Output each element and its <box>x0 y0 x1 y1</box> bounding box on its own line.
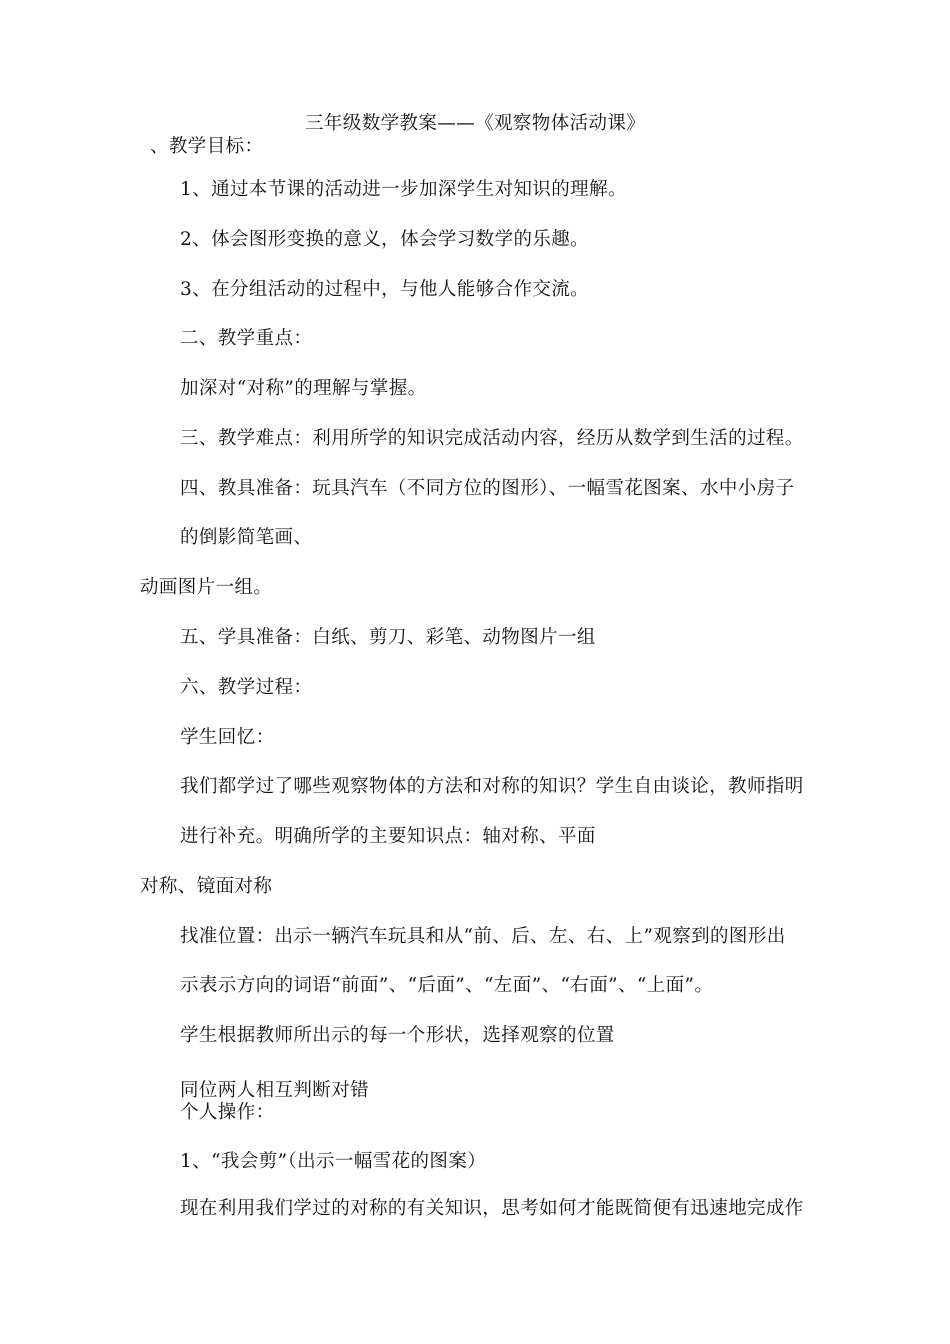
section-heading-student-materials: 五、学具准备：白纸、剪刀、彩笔、动物图片一组 <box>180 627 596 648</box>
document-title: 三年级数学教案——《观察物体活动课》 <box>305 113 646 134</box>
paragraph: 我们都学过了哪些观察物体的方法和对称的知识？学生自由谈论，教师指明 <box>180 776 804 797</box>
paragraph: 同位两人相互判断对错 <box>180 1080 370 1101</box>
paragraph: 加深对“对称”的理解与掌握。 <box>180 378 427 399</box>
paragraph: 1、“我会剪”（出示一幅雪花的图案） <box>180 1151 487 1172</box>
paragraph: 动画图片一组。 <box>140 577 273 598</box>
paragraph: 示表示方向的词语“前面”、“后面”、“左面”、“右面”、“上面”。 <box>180 975 714 996</box>
paragraph: 对称、镜面对称 <box>140 876 273 897</box>
section-heading-key-points: 二、教学重点： <box>180 328 313 349</box>
section-heading-process: 六、教学过程： <box>180 677 313 698</box>
paragraph: 1、通过本节课的活动进一步加深学生对知识的理解。 <box>180 179 627 200</box>
paragraph: 学生根据教师所出示的每一个形状，选择观察的位置 <box>180 1025 615 1046</box>
paragraph: 学生回忆： <box>180 727 275 748</box>
paragraph: 2、体会图形变换的意义，体会学习数学的乐趣。 <box>180 229 590 250</box>
paragraph: 进行补充。明确所学的主要知识点：轴对称、平面 <box>180 826 596 847</box>
section-heading-teaching-aids: 四、教具准备：玩具汽车（不同方位的图形）、一幅雪花图案、水中小房子 <box>180 478 795 499</box>
paragraph: 找准位置：出示一辆汽车玩具和从“前、后、左、右、上”观察到的图形出 <box>180 926 786 947</box>
paragraph: 现在利用我们学过的对称的有关知识，思考如何才能既简便有迅速地完成作 <box>180 1198 804 1219</box>
paragraph: 的倒影简笔画、 <box>180 527 313 548</box>
paragraph: 3、在分组活动的过程中，与他人能够合作交流。 <box>180 279 590 300</box>
section-heading-difficulties: 三、教学难点：利用所学的知识完成活动内容，经历从数学到生活的过程。 <box>180 428 804 449</box>
paragraph: 个人操作： <box>180 1102 275 1123</box>
section-heading-objectives: 、教学目标： <box>150 136 264 157</box>
